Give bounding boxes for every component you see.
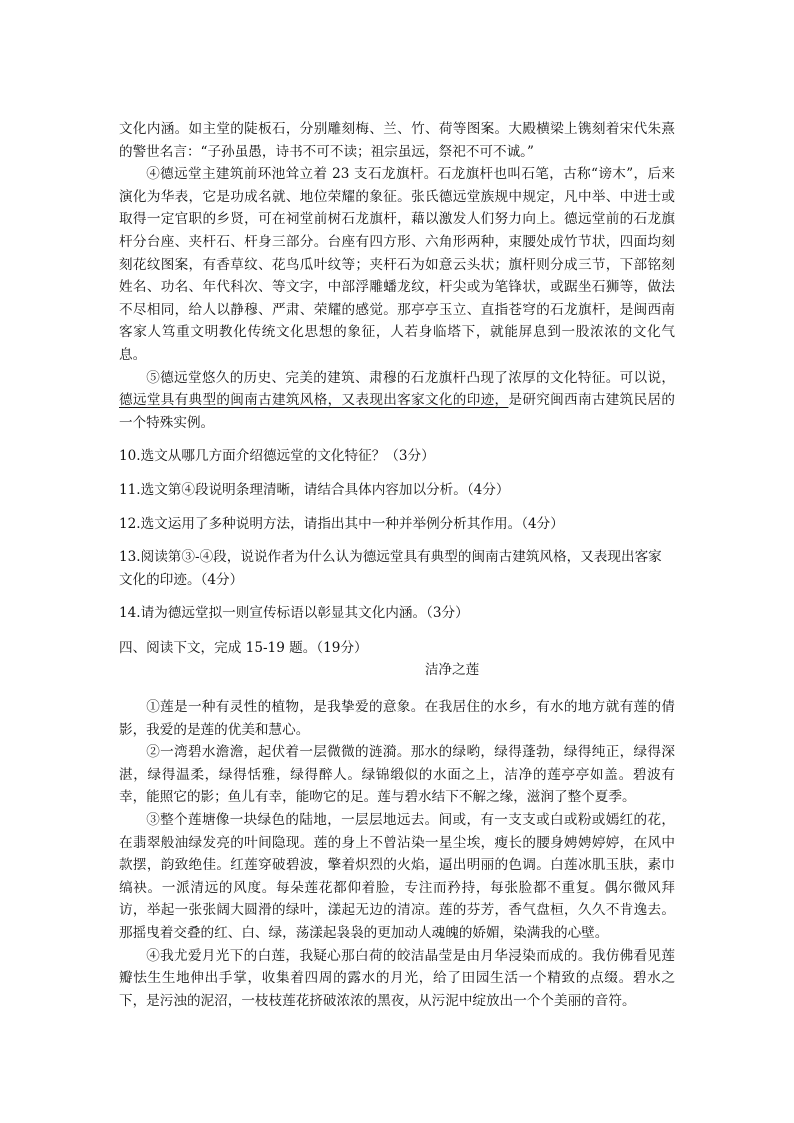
question-12: 12.选文运用了多种说明方法，请指出其中一种并举例分析其作用。（4分） bbox=[119, 515, 564, 532]
essay-title: 洁净之莲 bbox=[424, 662, 480, 679]
underlined-sentence: 德远堂具有典型的闽南古建筑风格，又表现出客家文化的印迹， bbox=[119, 392, 509, 409]
essay-paragraph-3: ③整个莲塘像一块绿色的陆地，一层层地远去。间或，有一支支或白或粉或嫣红的花，在翡翠般油绿发亮的叶间隐现。莲的身上不曾沾染一星尘埃，瘦长的腰身娉娉婷婷，在风中款摆，韵致绝佳。红莲穿破碧波，擎着炽烈的火焰，逼出明丽的色调。白莲冰肌玉肤，素巾缟袂。一派清远的风度。每朵莲花都仰着脸，专注而矜持，每张脸都不重复。偶尔微风拜访，举起一张张阔大圆滑的绿叶，漾起无边的清凉。莲的芬芳，香气盘桓，久久不肯逸去。那摇曳着交叠的红、白、绿，荡漾起袅袅的更加动人魂魄的娇媚，染满我的心壁。 bbox=[119, 812, 675, 941]
question-10: 10.选文从哪几方面介绍德远堂的文化特征？（3分） bbox=[119, 448, 435, 465]
passage-paragraph-continued: 文化内涵。如主堂的陡板石，分别雕刻梅、兰、竹、荷等图案。大殿横梁上镌刻着宋代朱熹的警世名言：“子孙虽愚，诗书不可不读；祖宗虽远，祭祀不可不诚。” bbox=[119, 121, 675, 160]
paragraph-5-start: ⑤德远堂悠久的历史、完美的建筑、肃穆的石龙旗杆凸现了浓厚的文化特征。可以说， bbox=[146, 369, 675, 386]
essay-paragraph-1: ①莲是一种有灵性的植物，是我挚爱的意象。在我居住的水乡，有水的地方就有莲的倩影，我爱的是莲的优美和慧心。 bbox=[119, 699, 675, 738]
essay-paragraph-2: ②一湾碧水澹澹，起伏着一层微微的涟漪。那水的绿哟，绿得蓬勃，绿得纯正，绿得深湛，绿得温柔，绿得恬雅，绿得醉人。绿锦缎似的水面之上，洁净的莲亭亭如盖。碧波有幸，能照它的影；鱼儿有幸，能吻它的足。莲与碧水结下不解之缘，滋润了整个夏季。 bbox=[119, 744, 675, 806]
passage-paragraph-4: ④德远堂主建筑前环池耸立着 23 支石龙旗杆。石龙旗杆也叫石笔，古称“谤木”，后来演化为华表，它是功成名就、地位荣耀的象征。张氏德远堂族规中规定，凡中举、中进士或取得一定官职的乡贤，可在祠堂前树石龙旗杆，藉以激发人们努力向上。德远堂前的石龙旗杆分台座、夹杆石、杆身三部分。台座有四方形、六角形两种，束腰处成竹节状，四面均刻刻花纹图案，有香草纹、花鸟瓜叶纹等；夹杆石为如意云头状；旗杆则分成三节，下部铭刻姓名、功名、年代科次、等文字，中部浮雕蟠龙纹，杆尖或为笔锋状，或踞坐石狮等，做法不尽相同，给人以静穆、严肃、荣耀的感觉。那亭亭玉立、直指苍穹的石龙旗杆，是闽西南客家人笃重文明教化传统文化思想的象征，人若身临塔下，就能屏息到一股浓浓的文化气息。 bbox=[119, 166, 675, 363]
essay-paragraph-4: ④我尤爱月光下的白莲，我疑心那白荷的皎洁晶莹是由月华浸染而成的。我仿佛看见莲瓣怯生生地伸出手掌，收集着四周的露水的月光，给了田园生活一个精致的点缀。碧水之下，是污浊的泥沼，一枝枝莲花挤破浓浓的黑夜，从污泥中绽放出一个个美丽的音符。 bbox=[119, 947, 675, 1009]
question-13: 13.阅读第③-④段，说说作者为什么认为德远堂具有典型的闽南古建筑风格，又表现出客家文化的印迹。（4分） bbox=[119, 549, 662, 588]
question-11: 11.选文第④段说明条理清晰，请结合具体内容加以分析。（4分） bbox=[119, 481, 510, 498]
question-14: 14.请为德远堂拟一则宣传标语以彰显其文化内涵。（3分） bbox=[119, 605, 469, 622]
paragraph-5-end: 是研究闽西南古建筑民居的一个特殊实例。 bbox=[119, 392, 676, 431]
section-4-heading: 四、阅读下文，完成 15-19 题。（19分） bbox=[119, 639, 368, 656]
passage-paragraph-5 bbox=[119, 367, 675, 435]
document-page bbox=[119, 118, 675, 1012]
